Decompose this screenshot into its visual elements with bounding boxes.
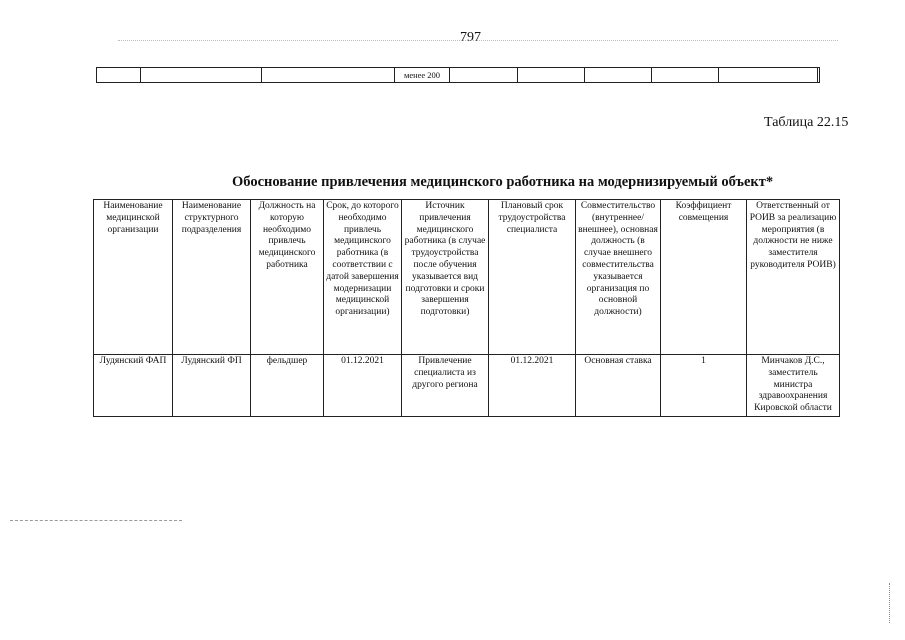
scan-artifact-dash (10, 520, 182, 523)
previous-table-fragment (96, 67, 820, 83)
cell-source: Привлечение специалиста из другого региона (402, 355, 489, 417)
strip-cell (652, 68, 719, 83)
table-label: Таблица 22.15 (764, 115, 849, 130)
header-coefficient: Коэффициент совмещения (661, 200, 747, 355)
page-number: 797 (460, 30, 481, 45)
cell-combination: Основная ставка (576, 355, 661, 417)
cell-deadline: 01.12.2021 (324, 355, 402, 417)
header-deadline: Срок, до которого необходимо привлечь медицинского работника (в соответствии с датой завершения модернизации медицинской организации) (324, 200, 402, 355)
document-title: Обоснование привлечения медицинского работника на модернизируемый объект* (232, 174, 774, 190)
scan-artifact-line (118, 40, 838, 47)
strip-cell (141, 68, 262, 83)
header-organization: Наименование медицинской организации (94, 200, 173, 355)
scan-artifact-edge (889, 583, 891, 623)
cell-position: фельдшер (251, 355, 324, 417)
strip-cell (518, 68, 585, 83)
cell-coefficient: 1 (661, 355, 747, 417)
strip-cell (97, 68, 141, 83)
strip-cell: менее 200 (395, 68, 450, 83)
strip-cell (719, 68, 818, 83)
header-source: Источник привлечения медицинского работника (в случае трудоустройства после обучения указывается вид подготовки и сроки завершения подготовки) (402, 200, 489, 355)
header-subdivision: Наименование структурного подразделения (173, 200, 251, 355)
cell-organization: Лудянский ФАП (94, 355, 173, 417)
cell-subdivision: Лудянский ФП (173, 355, 251, 417)
previous-table-row (97, 68, 820, 83)
header-responsible: Ответственный от РОИВ за реализацию мероприятия (в должности не ниже заместителя руководителя РОИВ) (747, 200, 840, 355)
header-position: Должность на которую необходимо привлечь медицинского работника (251, 200, 324, 355)
strip-cell (585, 68, 652, 83)
table-header-row (94, 200, 840, 355)
strip-cell (262, 68, 395, 83)
cell-responsible: Минчаков Д.С., заместитель министра здравоохранения Кировской области (747, 355, 840, 417)
table-row (94, 355, 840, 417)
header-planned-date: Плановый срок трудоустройства специалиста (489, 200, 576, 355)
cell-planned-date: 01.12.2021 (489, 355, 576, 417)
header-combination: Совместительство (внутреннее/внешнее), основная должность (в случае внешнего совместительства указывается организация по основной должности) (576, 200, 661, 355)
strip-cell (450, 68, 518, 83)
strip-cell (818, 68, 820, 83)
staffing-table (93, 199, 840, 417)
